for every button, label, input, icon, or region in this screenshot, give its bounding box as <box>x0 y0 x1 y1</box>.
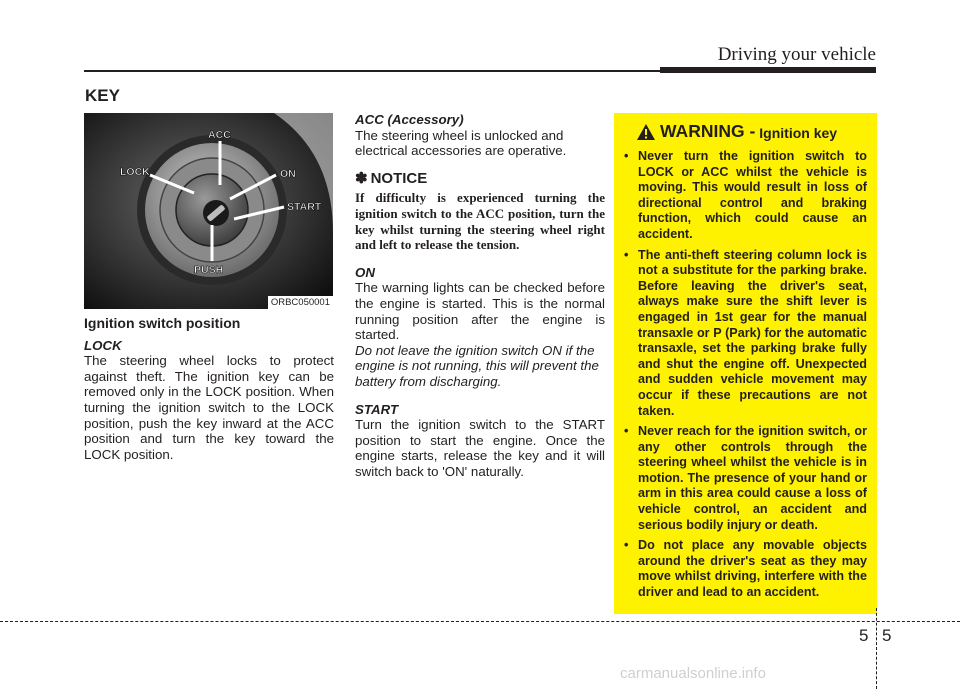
start-text: Turn the ignition switch to the START position to start the engine. Once the engine starts, release the key and it will switch back to 'ON' naturally. <box>355 417 605 479</box>
watermark: carmanualsonline.info <box>620 665 766 682</box>
warning-triangle-icon <box>636 123 656 141</box>
notice-text: If difficulty is experienced turning the ignition switch to the ACC position, turn the key whilst turning the steering wheel right and left to release the tension. <box>355 190 605 253</box>
label-push: PUSH <box>194 264 224 276</box>
header-rule-accent <box>660 67 876 73</box>
acc-label: ACC (Accessory) <box>355 112 464 127</box>
on-text: The warning lights can be checked before the engine is started. This is the normal running position after the engine is started. <box>355 280 605 343</box>
column-middle <box>355 112 605 479</box>
notice-title: NOTICE <box>370 169 428 187</box>
ignition-position-heading: Ignition switch position <box>84 315 241 331</box>
warning-title: WARNING - <box>660 121 756 141</box>
label-start: START <box>287 201 322 213</box>
page-number-chapter: 5 <box>859 626 869 645</box>
column-left <box>84 316 334 462</box>
figure-code: ORBC050001 <box>268 296 333 309</box>
acc-text: The steering wheel is unlocked and electrical accessories are operative. <box>355 127 567 159</box>
section-title: KEY <box>85 86 120 105</box>
start-label: START <box>355 401 399 417</box>
warning-heading <box>636 121 867 142</box>
on-label: ON <box>355 264 375 280</box>
notice-star-icon: ✽ <box>355 169 368 187</box>
notice-heading <box>355 171 605 187</box>
ignition-switch-photo <box>84 113 333 309</box>
bullet: • <box>624 247 629 262</box>
warning-item: • Never reach for the ignition switch, or any other controls through the steering wheel whilst the vehicle is in motion. The presence of your hand or arm in this area could cause a loss of vehicle control, an accident and serious bodily injury or death. <box>624 424 867 532</box>
warning-item: • The anti-theft steering column lock is not a substitute for the parking brake. Before leaving the driver's seat, always make sure the shift lever is engaged in 1st gear for the manual transaxle or P (Park) for the automatic transaxle, set the parking brake fully and shut the engine off. Unexpected and sudden vehicle movement may occur if these precautions are not taken. <box>624 247 867 418</box>
lock-text: The steering wheel locks to protect against theft. The ignition key can be removed only in the LOCK position. When turning the ignition switch to the LOCK position, push the key inward at the ACC position and turn the key toward the LOCK position. <box>84 353 334 462</box>
header-rule <box>84 70 660 72</box>
bullet: • <box>624 538 629 553</box>
warning-subtitle: Ignition key <box>759 124 838 141</box>
label-on: ON <box>280 168 296 180</box>
bullet: • <box>624 149 629 163</box>
footer-rule <box>0 621 960 622</box>
warning-item: • Do not place any movable objects around the driver's seat as they may move whilst driving, interfere with the driver and lead to an accident. <box>624 538 867 600</box>
header-title: Driving your vehicle <box>717 44 876 65</box>
warning-box <box>614 113 877 614</box>
footer-divider <box>876 608 877 689</box>
bullet: • <box>624 424 629 439</box>
warning-list <box>624 149 867 601</box>
lock-label: LOCK <box>84 337 122 353</box>
label-lock: LOCK <box>120 166 150 178</box>
ignition-switch-illustration <box>84 113 333 309</box>
on-italic-note: Do not leave the ignition switch ON if the engine is not running, this will prevent the battery from discharging. <box>355 342 599 389</box>
label-acc: ACC <box>208 129 231 141</box>
page-number-page: 5 <box>882 626 892 645</box>
warning-item: • Never turn the ignition switch to LOCK or ACC whilst the vehicle is moving. This would result in loss of directional control and braking function, which could cause an accident. <box>624 149 867 241</box>
